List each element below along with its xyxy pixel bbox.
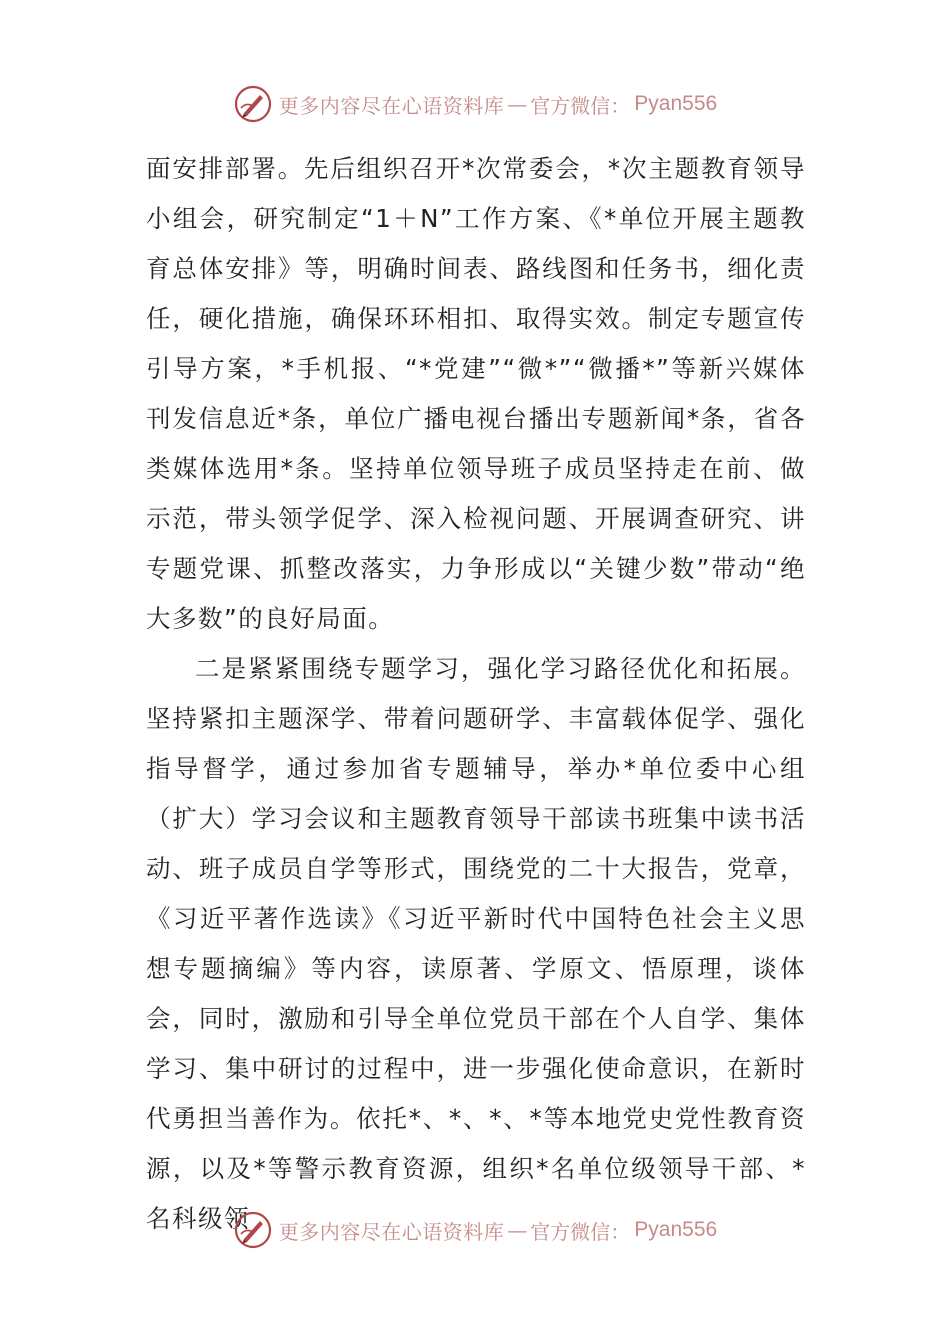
pen-logo-icon: [233, 1210, 273, 1250]
watermark-wechat-id: Pyan556: [634, 1218, 718, 1241]
watermark-site-text: 更多内容尽在心语资料库: [278, 93, 505, 118]
pen-logo-icon: [233, 84, 273, 124]
watermark-label: 官方微信：: [530, 1219, 631, 1244]
paragraph-continuation: 面安排部署。先后组织召开*次常委会，*次主题教育领导小组会，研究制定“1＋N”工作方案、《*单位开展主题教育总体安排》等，明确时间表、路线图和任务书，细化责任，硬化措施，确保环环相扣、取得实效。制定专题宣传引导方案，*手机报、“*党建”“微*”“微播*”等新兴媒体刊发信息近*条，单位广播电视台播出专题新闻*条，省各类媒体选用*条。坚持单位领导班子成员坚持走在前、做示范，带头领学促学、深入检视问题、开展调查研究、讲专题党课、抓整改落实，力争形成以“关键少数”带动“绝大多数”的良好局面。: [146, 154, 806, 633]
watermark-separator: —: [507, 92, 528, 116]
paragraph-point-two: 二是紧紧围绕专题学习，强化学习路径优化和拓展。坚持紧扣主题深学、带着问题研学、丰富载体促学、强化指导督学，通过参加省专题辅导，举办*单位委中心组（扩大）学习会议和主题教育领导干部读书班集中读书活动、班子成员自学等形式，围绕党的二十大报告，党章，《习近平著作选读》《习近平新时代中国特色社会主义思想专题摘编》等内容，读原著、学原文、悟原理，谈体会，同时，激励和引导全单位党员干部在个人自学、集体学习、集中研讨的过程中，进一步强化使命意识，在新时代勇担当善作为。依托*、*、*、*等本地党史党性教育资源，以及*等警示教育资源，组织*名单位级领导干部、*名科级领: [146, 654, 806, 1233]
footer-watermark: [0, 1206, 950, 1254]
watermark-separator: —: [507, 1218, 528, 1242]
watermark-site-text: 更多内容尽在心语资料库: [278, 1219, 505, 1244]
watermark-wechat-id: Pyan556: [634, 92, 718, 115]
header-watermark: [0, 80, 950, 128]
watermark-label: 官方微信：: [530, 93, 631, 118]
document-body: [146, 144, 806, 1244]
